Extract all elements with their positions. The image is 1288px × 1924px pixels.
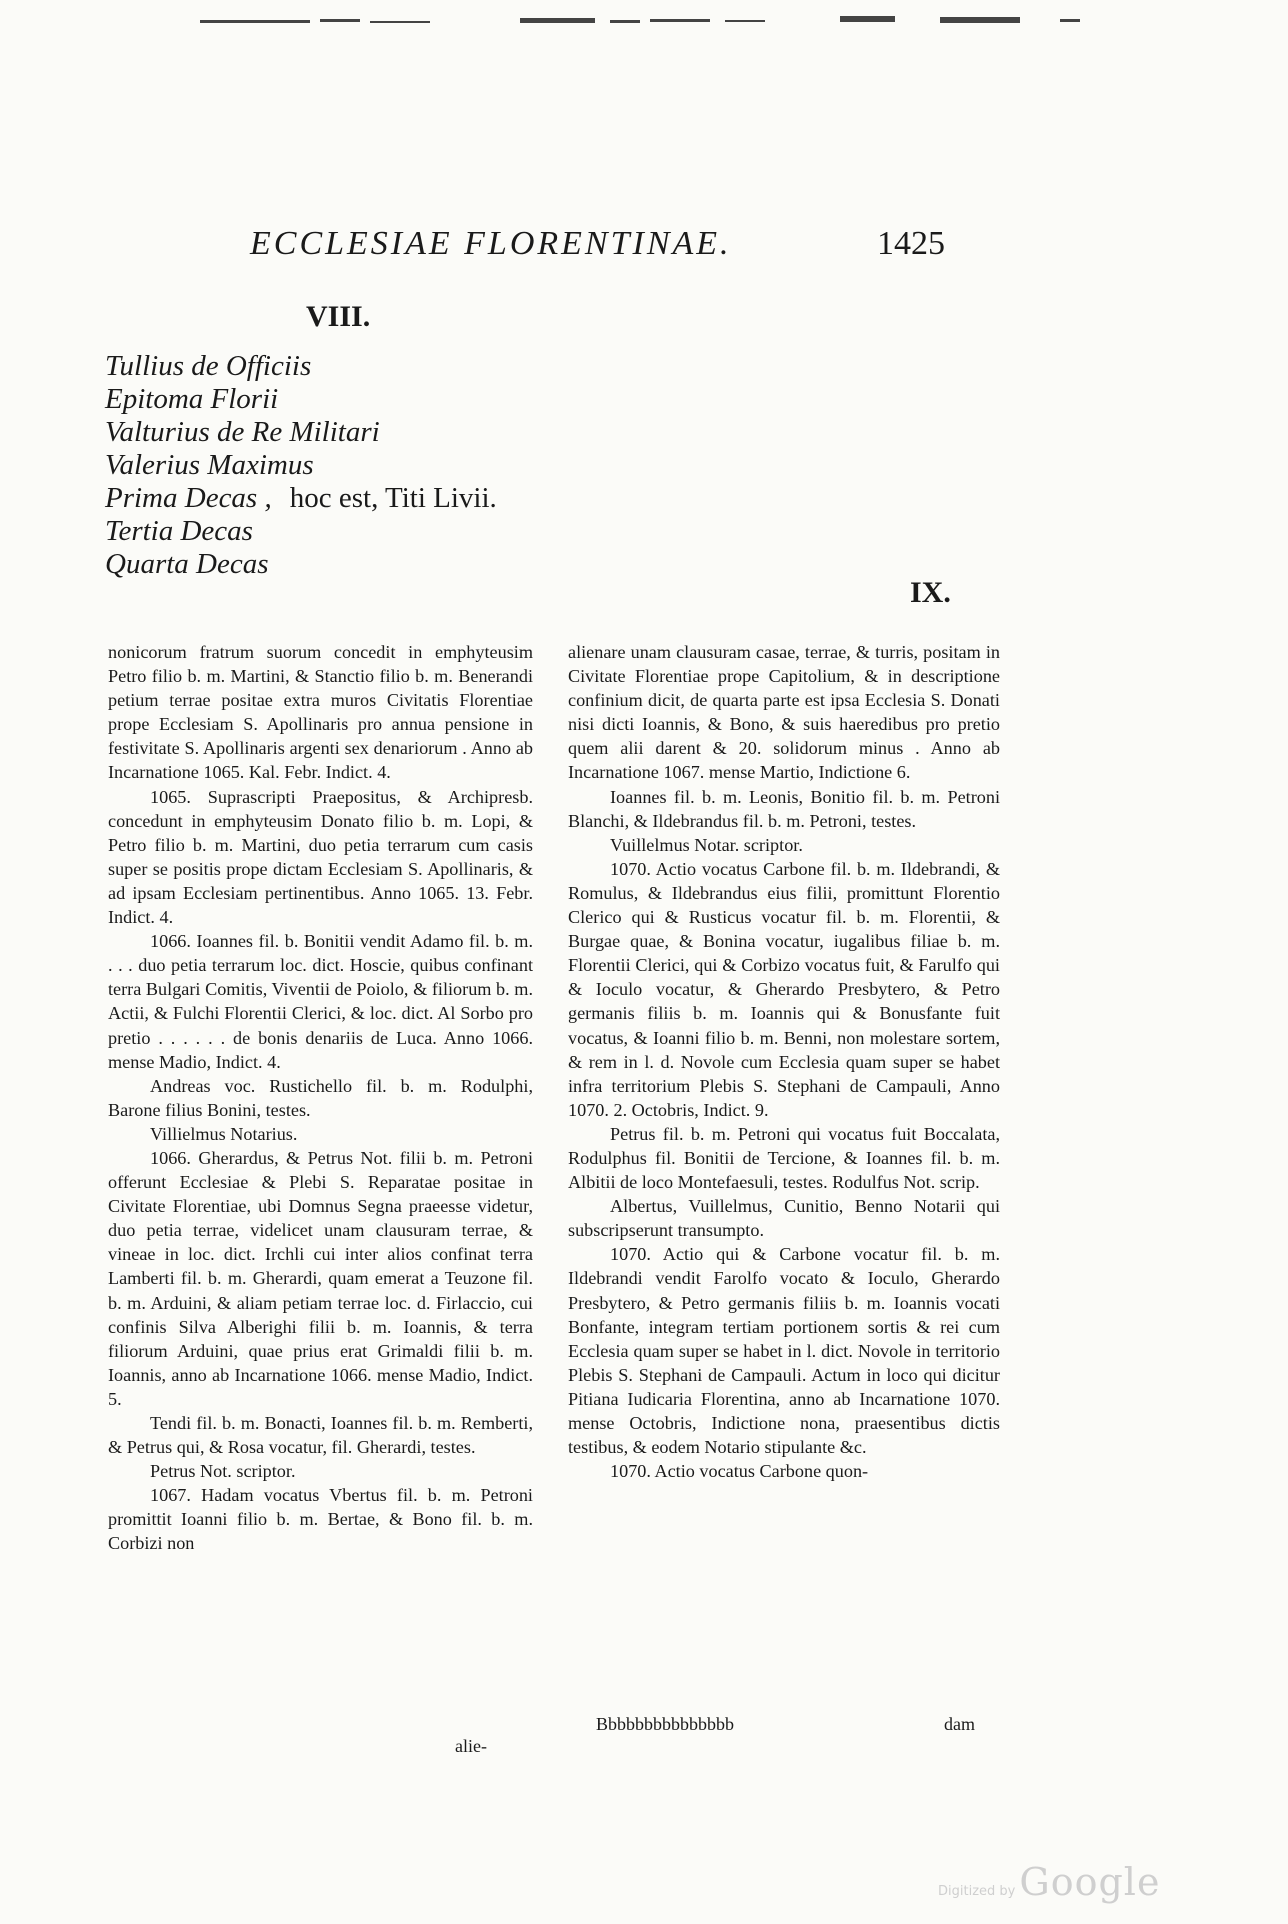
watermark-prefix: Digitized by [938, 1884, 1016, 1899]
paragraph: nonicorum fratrum suorum concedit in emphyteusim Petro filio b. m. Martini, & Stanctio filio b. m. Benerandi petium terrae positae extra muros Civitatis Florentiae prope Ecclesiam S. Apollinaris pro annua pensione in festivitate S. Apollinaris argenti sex denariorum . Anno ab Incarnatione 1065. Kal. Febr. Indict. 4. [108, 642, 533, 783]
paragraph: Ioannes fil. b. m. Leonis, Bonitio fil. b. m. Petroni Blanchi, & Ildebrandus fil. b. m. Petroni, testes. [568, 786, 1000, 831]
book-list-item [105, 548, 665, 581]
paragraph: 1070. Actio vocatus Carbone quon- [610, 1461, 869, 1482]
book-list-item [105, 383, 665, 416]
book-title: Quarta Decas [105, 548, 269, 580]
running-title: ECCLESIAE FLORENTINAE. [250, 225, 732, 262]
book-title: Prima Decas , [105, 482, 272, 514]
signature-mark: Bbbbbbbbbbbbbbb [596, 1714, 735, 1734]
paragraph: Villielmus Notarius. [150, 1123, 298, 1144]
watermark-logo: Google [1019, 1860, 1161, 1904]
section-heading-viii: VIII. [306, 300, 371, 333]
paragraph: 1066. Ioannes fil. b. Bonitii vendit Adamo fil. b. m. . . . duo petia terrarum loc. dict. Hoscie, quibus confinant terra Bulgari Comitis, Viventii de Poiolo, & filiorum b. m. Actii, & Fulchi Florentii Clerici, & loc. dict. Al Sorbo pro pretio . . . . . . de bonis denariis de Luca. Anno 1066. mense Madio, Indict. 4. [108, 931, 533, 1072]
paragraph: Petrus Not. scriptor. [150, 1461, 296, 1482]
paragraph: Albertus, Vuillelmus, Cunitio, Benno Notarii qui subscripserunt transumpto. [568, 1196, 1000, 1241]
book-list-item [105, 449, 665, 482]
paragraph: 1066. Gherardus, & Petrus Not. filii b. m. Petroni offerunt Ecclesiae & Plebi S. Reparatae positae in Civitate Florentiae, ubi Domnus Segna praeesse videtur, duo petia terrae, videlicet unam clausuram terrae, & vineae in loc. dict. Irchli cui inter alios confinat terra Lamberti fil. b. m. Gherardi, quam emerat a Teuzone fil. b. m. Arduini, & aliam petiam terrae loc. d. Firlaccio, cui confinis Silva Alberighi filii b. m. Ioannis, & terra filiorum Arduini, quae prius erat Grimaldi filii b. m. Ioannis, anno ab Incarnatione 1066. mense Madio, Indict. 5. [108, 1147, 533, 1409]
book-title: Valturius de Re Militari [105, 416, 380, 448]
catchword: alie- [455, 1736, 487, 1756]
book-list [105, 350, 665, 581]
book-title: Epitoma Florii [105, 383, 279, 415]
paragraph: 1065. Suprascripti Praepositus, & Archipresb. concedunt in emphyteusim Donato filio b. m. Lopi, & Petro filio b. m. Martini, duo petia terrarum cum casis super se positis prope dictam Ecclesiam S. Apollinaris, & ad ipsam Ecclesiam pertinentibus. Anno 1065. 13. Febr. Indict. 4. [108, 786, 533, 928]
right-column [568, 640, 1000, 1483]
catchword: dam [944, 1714, 975, 1734]
paragraph: alienare unam clausuram casae, terrae, & turris, positam in Civitate Florentiae prope Capitolium, & in descriptione confinium dicit, de quarta parte est ipsa Ecclesia S. Donati nisi dicti Ioannis, & Bono, & suis haeredibus pro pretio quem alii darent & 20. solidorum minus . Anno ab Incarnatione 1067. mense Martio, Indictione 6. [568, 642, 1000, 783]
paragraph: 1070. Actio qui & Carbone vocatur fil. b. m. Ildebrandi vendit Farolfo vocato & Ioculo, Gherardo Presbytero, & Petro germanis filiis b. m. Ioannis vocati Bonfante, integram tertiam portionem sortis & rei cum Ecclesia quam super se habet in l. dict. Novole in territorio Plebis S. Stephani de Campauli. Actum in loco qui dicitur Pitiana Iudicaria Florentina, anno ab Incarnatione 1070. mense Octobris, Indictione nona, praesentibus dictis testibus, & eodem Notario stipulante &c. [568, 1244, 1000, 1458]
running-head [250, 225, 960, 275]
paragraph: Tendi fil. b. m. Bonacti, Ioannes fil. b. m. Remberti, & Petrus qui, & Rosa vocatur, fil. Gherardi, testes. [108, 1413, 533, 1458]
book-title: Valerius Maximus [105, 449, 314, 481]
paragraph: Petrus fil. b. m. Petroni qui vocatus fuit Boccalata, Rodulphus fil. Bonitii de Tercione, & Ioannes fil. b. m. Albitii de loco Montefaesuli, testes. Rodulfus Not. scrip. [568, 1123, 1000, 1193]
book-title: Tertia Decas [105, 515, 253, 547]
scan-edge-noise [0, 0, 1288, 40]
paragraph: Andreas voc. Rustichello fil. b. m. Rodulphi, Barone filius Bonini, testes. [108, 1075, 533, 1120]
book-list-item [105, 515, 665, 548]
paragraph: Vuillelmus Notar. scriptor. [610, 834, 803, 855]
book-title: Tullius de Officiis [105, 350, 312, 382]
book-note: hoc est, Titi Livii. [289, 482, 497, 514]
digitization-watermark [938, 1860, 1160, 1904]
left-column [108, 640, 533, 1556]
book-list-item [105, 416, 665, 449]
page-number: 1425 [877, 225, 945, 262]
paragraph: 1067. Hadam vocatus Vbertus fil. b. m. Petroni promittit Ioanni filio b. m. Bertae, & Bono fil. b. m. Corbizi non [108, 1485, 533, 1554]
book-list-item [105, 350, 665, 383]
book-list-item [105, 482, 665, 515]
section-heading-ix: IX. [910, 576, 951, 609]
paragraph: 1070. Actio vocatus Carbone fil. b. m. Ildebrandi, & Romulus, & Ildebrandus eius filii, promittunt Florentio Clerico qui & Rusticus vocatur fil. b. m. Florentii, & Burgae quae, & Bonina vocatur, iugalibus filiae b. m. Florentii Clerici, qui & Corbizo vocatus fuit, & Farulfo qui & Ioculo vocatur, & Gherardo Presbytero, & Petro germanis filiis b. m. Ioannis qui & Bonusfante fuit vocatus, & Ioanni filio b. m. Benni, non molestare sortem, & rem in l. d. Novole cum Ecclesia quam super se habet infra territorium Plebis S. Stephani de Campauli, Anno 1070. 2. Octobris, Indict. 9. [568, 858, 1000, 1120]
